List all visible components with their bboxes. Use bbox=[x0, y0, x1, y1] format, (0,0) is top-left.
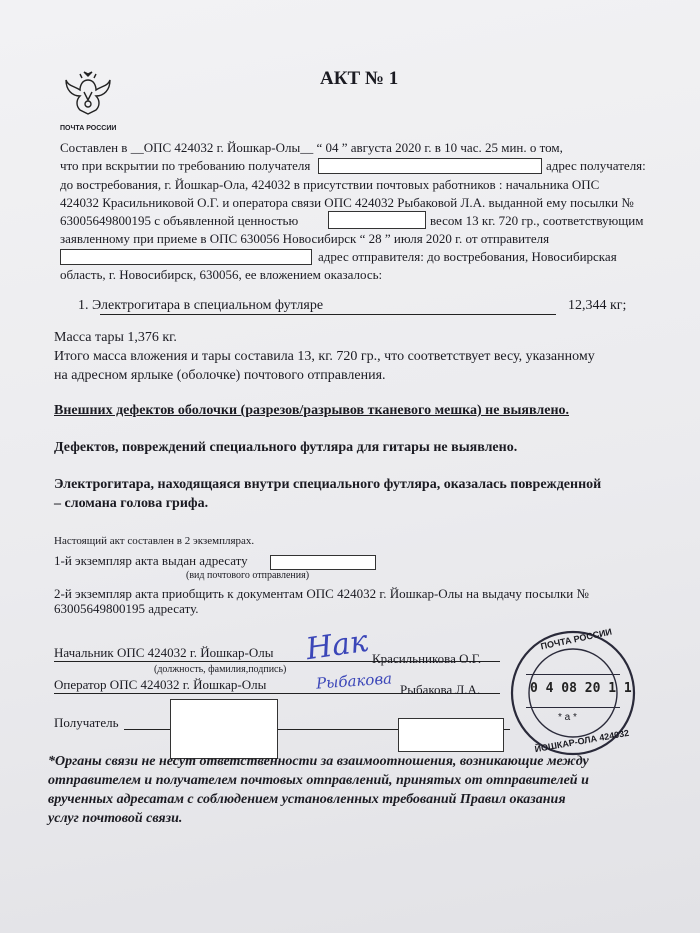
copies-line-1: Настоящий акт составлен в 2 экземплярах. bbox=[54, 535, 255, 547]
operator-label: Оператор ОПС 424032 г. Йошкар-Олы bbox=[54, 677, 267, 692]
finding-3-line-1: Электрогитара, находящаяся внутри специального футляра, оказалась поврежденной bbox=[54, 477, 602, 492]
item-1-weight: 12,344 кг; bbox=[568, 298, 627, 313]
footnote-line-3: врученных адресатам с соблюдением установленных требований Правил оказания bbox=[48, 792, 566, 807]
chief-label: Начальник ОПС 424032 г. Йошкар-Олы bbox=[54, 645, 274, 660]
footnote-line-1: *Органы связи не несут ответственности за взаимоотношения, возникающие между bbox=[48, 754, 589, 769]
item-1: 1. Электрогитара в специальном футляре bbox=[78, 298, 324, 313]
body-line-3: до востребования, г. Йошкар-Ола, 424032 в присутствии почтовых работников : начальника ОПС bbox=[60, 177, 600, 192]
chief-name: Красильникова О.Г. bbox=[372, 651, 482, 666]
stamp-code: * а * bbox=[558, 712, 577, 723]
stamp-top-text: ПОЧТА РОССИИ bbox=[539, 626, 613, 652]
footnote-line-4: услуг почтовой связи. bbox=[48, 811, 183, 826]
body-line-6: заявленному при приеме в ОПС 630056 Новосибирск “ 28 ” июля 2020 г. от отправителя bbox=[60, 231, 550, 246]
operator-signature: Рыбакова bbox=[315, 669, 393, 693]
postal-stamp bbox=[508, 628, 638, 758]
redacted-recipient-name bbox=[398, 718, 504, 752]
redacted-addressee bbox=[270, 555, 376, 570]
body-line-8: область, г. Новосибирск, 630056, ее вложением оказалось: bbox=[60, 267, 383, 282]
body-line-2a: что при вскрытии по требованию получателя bbox=[60, 158, 311, 173]
finding-2: Дефектов, повреждений специального футляра для гитары не выявлено. bbox=[54, 440, 518, 455]
finding-1: Внешних дефектов оболочки (разрезов/разрывов тканевого мешка) не выявлено. bbox=[54, 403, 570, 418]
redacted-recipient-signature bbox=[170, 699, 278, 759]
operator-name: Рыбакова Л.А. bbox=[400, 682, 481, 697]
stamp-date: 0 4 08 20 1 1 bbox=[530, 681, 632, 696]
copies-line-3: 2-й экземпляр акта приобщить к документам ОПС 424032 г. Йошкар-Олы на выдачу посылки № bbox=[54, 586, 589, 601]
finding-3-line-2: – сломана голова грифа. bbox=[54, 496, 209, 511]
copies-line-2: 1-й экземпляр акта выдан адресату bbox=[54, 553, 248, 568]
redacted-sender bbox=[60, 249, 312, 265]
act-title: АКТ № 1 bbox=[320, 68, 399, 89]
redacted-recipient bbox=[318, 158, 542, 174]
copies-line-2-sub: (вид почтового отправления) bbox=[186, 570, 310, 581]
stamp-bottom-text: ЙОШКАР-ОЛА 424032 bbox=[533, 727, 630, 755]
body-line-7: адрес отправителя: до востребования, Новосибирская bbox=[318, 249, 617, 264]
footnote-line-2: отправителем и получателем почтовых отправлений, принятых от отправителей и bbox=[48, 773, 589, 788]
body-line-2b: адрес получателя: bbox=[546, 158, 646, 173]
chief-signature: Нак bbox=[303, 623, 371, 668]
recipient-label: Получатель bbox=[54, 715, 119, 730]
total-line-1: Итого масса вложения и тары составила 13, кг. 720 гр., что соответствует весу, указанному bbox=[54, 349, 595, 364]
copies-line-4: 63005649800195 адресату. bbox=[54, 601, 199, 616]
item-1-underline bbox=[100, 314, 556, 315]
body-line-5b: весом 13 кг. 720 гр., соответствующим bbox=[430, 213, 644, 228]
body-line-4: 424032 Красильниковой О.Г. и оператора связи ОПС 424032 Рыбаковой Л.А. выданной ему посылки № bbox=[60, 195, 634, 210]
redacted-value bbox=[328, 211, 426, 229]
russian-post-logo bbox=[60, 70, 116, 130]
body-line-1: Составлен в __ОПС 424032 г. Йошкар-Олы__ “ 04 ” августа 2020 г. в 10 час. 25 мин. о том, bbox=[60, 140, 563, 155]
eagle-emblem-icon bbox=[60, 70, 116, 118]
chief-sub: (должность, фамилия,подпись) bbox=[154, 664, 287, 675]
logo-text: ПОЧТА РОССИИ bbox=[60, 125, 117, 132]
total-line-2: на адресном ярлыке (оболочке) почтового отправления. bbox=[54, 368, 386, 383]
body-line-5a: 63005649800195 с объявленной ценностью bbox=[60, 213, 299, 228]
tare-weight: Масса тары 1,376 кг. bbox=[54, 330, 177, 345]
